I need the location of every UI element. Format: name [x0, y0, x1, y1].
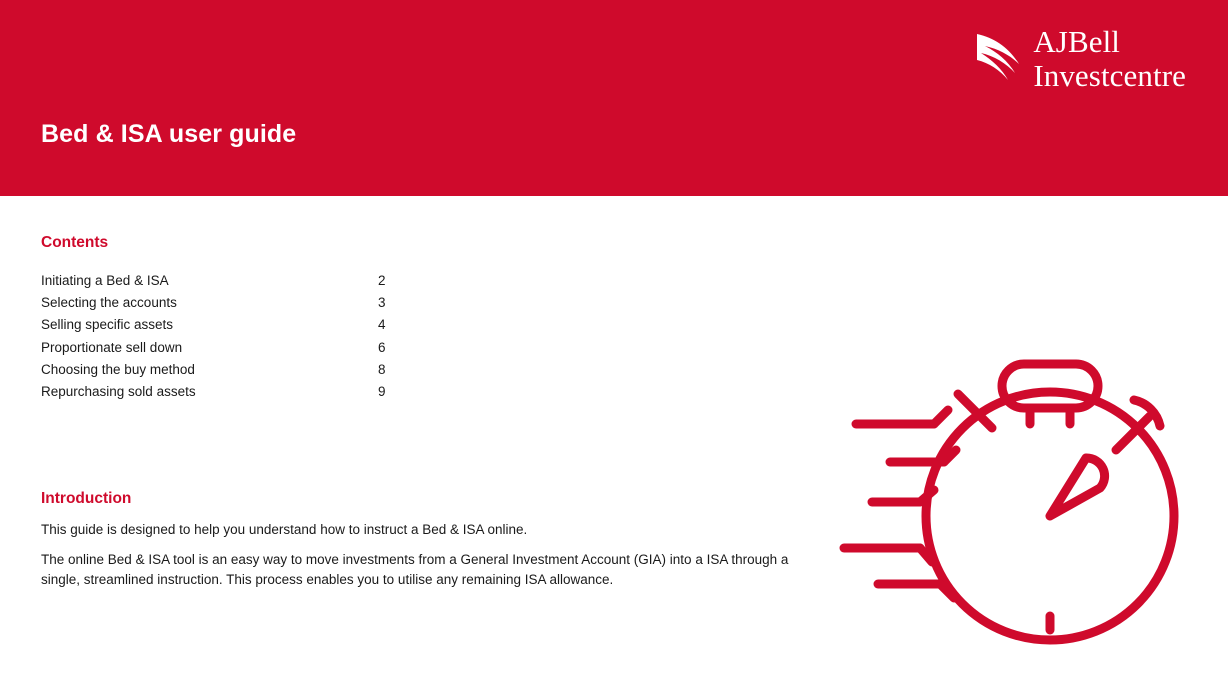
contents-item[interactable] [41, 314, 461, 336]
contents-item-label: Selling specific assets [41, 317, 174, 333]
stopwatch-illustration [838, 312, 1184, 656]
introduction-heading: Introduction [41, 490, 132, 507]
contents-item-page: 8 [378, 361, 386, 377]
introduction-paragraph-2: The online Bed & ISA tool is an easy way to move investments from a General Investment Account (GIA) into a ISA through a single, streamlined instruction. This process enables you to utilise any remaining ISA allowance. [41, 552, 789, 587]
contents-item[interactable] [41, 292, 461, 314]
contents-item-label: Selecting the accounts [41, 295, 177, 311]
contents-item-label: Initiating a Bed & ISA [41, 273, 169, 288]
introduction-paragraph-1: This guide is designed to help you understand how to instruct a Bed & ISA online. [41, 522, 528, 537]
logo-text-secondary: Investcentre [1033, 58, 1186, 93]
contents-item-page: 4 [378, 317, 386, 333]
contents-item[interactable] [41, 337, 461, 359]
logo-text-primary: AJBell [1033, 24, 1121, 59]
contents-item-label: Proportionate sell down [41, 339, 183, 355]
contents-list [41, 270, 461, 403]
contents-item[interactable] [41, 359, 461, 381]
brand-logo [975, 26, 1186, 92]
contents-item-page: 9 [378, 383, 386, 399]
contents-item[interactable] [41, 381, 461, 403]
page-title: Bed & ISA user guide [41, 120, 297, 148]
contents-item-label: Choosing the buy method [41, 361, 195, 377]
page-header [0, 0, 1228, 196]
ajbell-swoosh-icon [975, 30, 1029, 92]
contents-item-page: 2 [378, 273, 386, 288]
contents-heading: Contents [41, 234, 109, 251]
contents-item-page: 6 [378, 339, 386, 355]
contents-item[interactable] [41, 270, 461, 292]
contents-item-label: Repurchasing sold assets [41, 383, 196, 399]
contents-item-page: 3 [378, 295, 386, 311]
